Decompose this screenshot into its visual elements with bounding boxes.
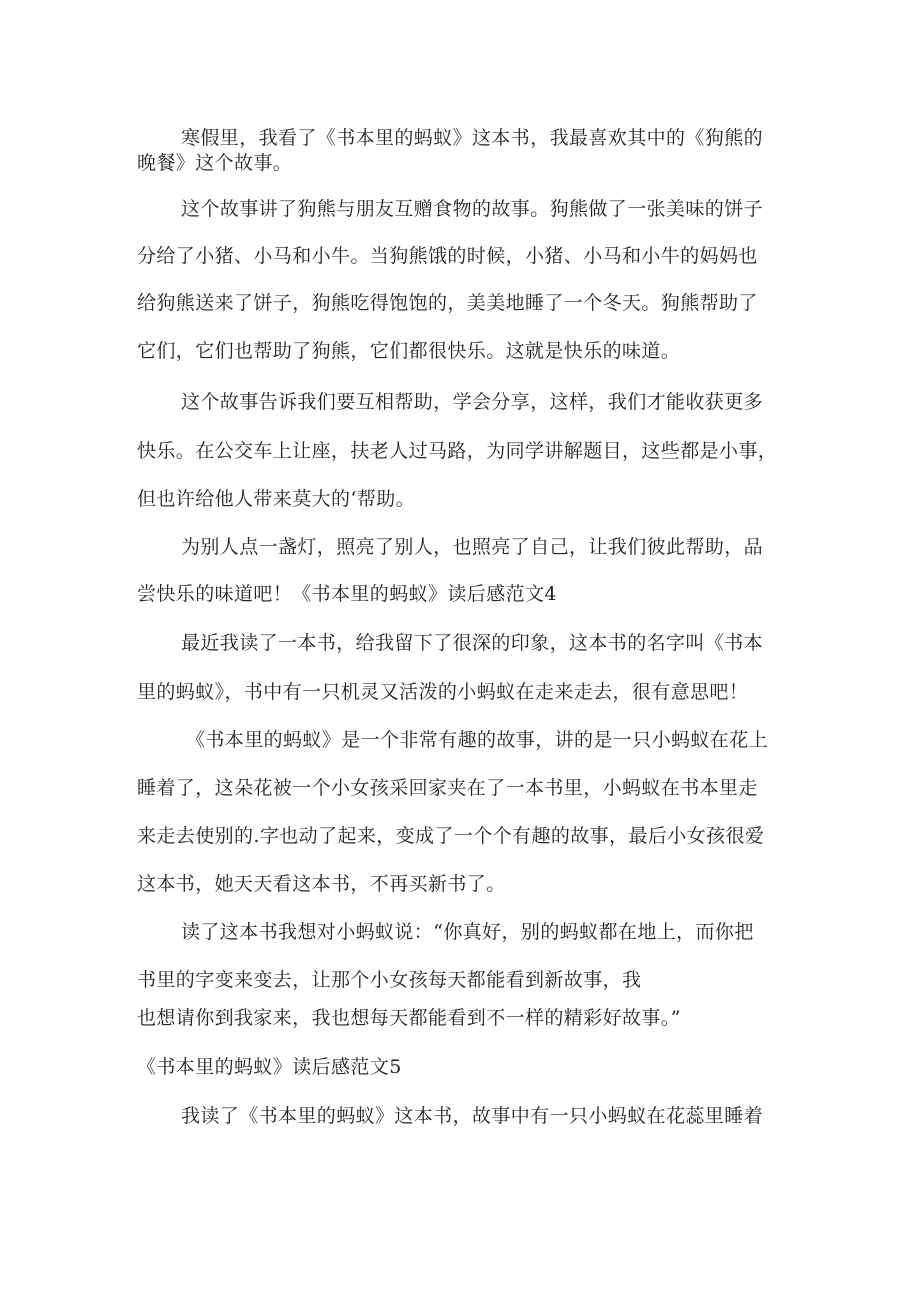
text-line: 这本书，她天天看这本书，不再买新书了。: [137, 873, 506, 895]
text-line: 晚餐》这个故事。: [137, 152, 293, 174]
text-line: 最近我读了一本书，给我留下了很深的印象，这本书的名字叫《书本: [181, 632, 764, 654]
text-line: 《书本里的蚂蚁》是一个非常有趣的故事，讲的是一只小蚂蚁在花上: [186, 729, 769, 751]
text-line: 睡着了，这朵花被一个小女孩采回家夹在了一本书里，小蚂蚁在书本里走: [137, 777, 758, 799]
text-line: 读了这本书我想对小蚂蚁说：“你真好，别的蚂蚁都在地上，而你把: [181, 921, 754, 943]
text-line: 但也许给他人带来莫大的‘帮助。: [137, 488, 416, 510]
text-line: 尝快乐的味道吧！《书本里的蚂蚁》读后感范文4: [137, 583, 557, 605]
text-line: 给狗熊送来了饼子，狗熊吃得饱饱的，美美地睡了一个冬天。狗熊帮助了: [137, 292, 758, 314]
text-line: 我读了《书本里的蚂蚁》这本书，故事中有一只小蚂蚁在花蕊里睡着: [181, 1105, 764, 1127]
text-line: 它们，它们也帮助了狗熊，它们都很快乐。这就是快乐的味道。: [137, 340, 681, 362]
text-line: 快乐。在公交车上让座，扶老人过马路，为同学讲解题目，这些都是小事，: [137, 440, 778, 462]
text-line: 《书本里的蚂蚁》读后感范文5: [137, 1056, 402, 1078]
text-line: 为别人点一盏灯，照亮了别人，也照亮了自己，让我们彼此帮助，品: [181, 536, 764, 558]
text-line: 书里的字变来变去，让那个小女孩每天都能看到新故事，我: [137, 969, 642, 991]
text-line: 也想请你到我家来，我也想每天都能看到不一样的精彩好故事。”: [137, 1007, 681, 1029]
text-line: 这个故事讲了狗熊与朋友互赠食物的故事。狗熊做了一张美味的饼子: [181, 198, 764, 220]
text-line: 来走去使别的.字也动了起来，变成了一个个有趣的故事，最后小女孩很爱: [137, 825, 765, 847]
text-line: 里的蚂蚁》，书中有一只机灵又活泼的小蚂蚁在走来走去，很有意思吧！: [137, 681, 749, 703]
text-line: 分给了小猪、小马和小牛。当狗熊饿的时候，小猪、小马和小牛的妈妈也: [137, 245, 758, 267]
text-line: 寒假里，我看了《书本里的蚂蚁》这本书，我最喜欢其中的《狗熊的: [181, 127, 764, 149]
text-line: 这个故事告诉我们要互相帮助，学会分享，这样，我们才能收获更多: [181, 391, 764, 413]
